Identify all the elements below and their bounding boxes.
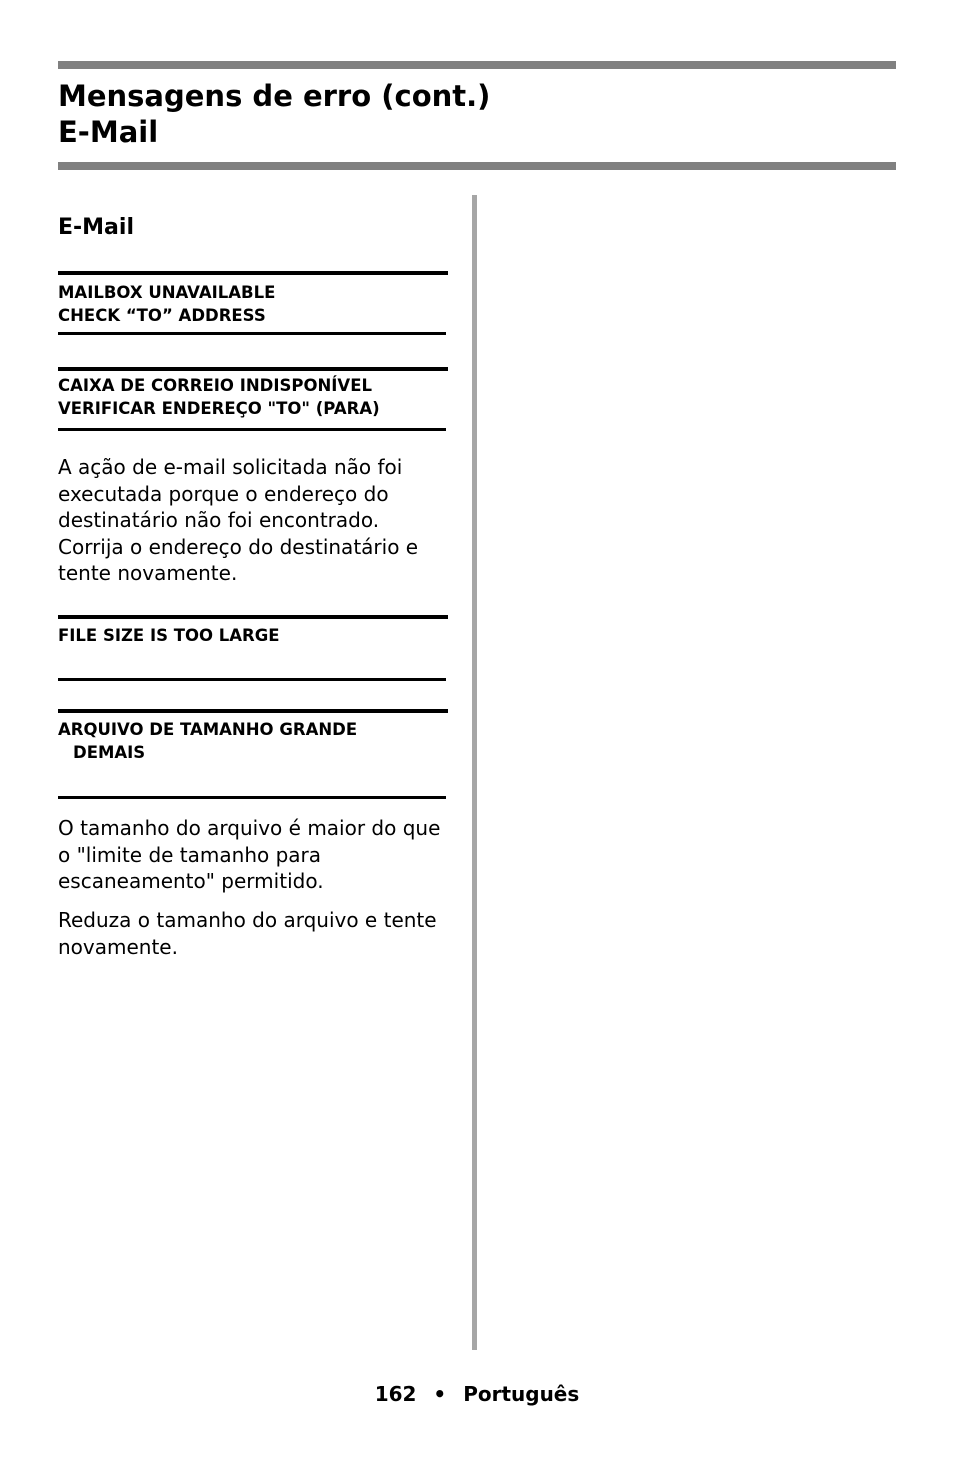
page-title-line-1: Mensagens de erro (cont.) (58, 79, 491, 113)
page-title (58, 78, 490, 150)
message-line: CHECK “TO” ADDRESS (58, 306, 266, 325)
page-title-line-2: E-Mail (58, 115, 159, 149)
message-box-mailbox-unavailable (58, 271, 446, 335)
message-line: FILE SIZE IS TOO LARGE (58, 626, 280, 645)
column-divider (472, 195, 477, 1350)
message-box-file-size (58, 615, 446, 681)
message-line: VERIFICAR ENDEREÇO "TO" (PARA) (58, 399, 380, 418)
footer-bullet: • (433, 1382, 447, 1406)
header-bottom-rule (58, 162, 896, 170)
section-heading: E-Mail (58, 215, 134, 240)
message-line: CAIXA DE CORREIO INDISPONÍVEL (58, 376, 372, 395)
paragraph-file-size-explanation: O tamanho do arquivo é maior do que o "limite de tamanho para escaneamento" permitido. (58, 816, 441, 894)
message-line: ARQUIVO DE TAMANHO GRANDE (58, 720, 358, 739)
message-box-caixa-de-correio (58, 367, 446, 431)
page-number: 162 (374, 1382, 417, 1406)
message-line: MAILBOX UNAVAILABLE (58, 283, 276, 302)
paragraph-mailbox-explanation: A ação de e-mail solicitada não foi executada porque o endereço do destinatário não foi encontrado. Corrija o endereço do destinatário e tente novamente. (58, 455, 419, 586)
paragraph-file-size-action: Reduza o tamanho do arquivo e tente novamente. (58, 908, 437, 959)
page-footer (0, 1380, 954, 1408)
message-box-arquivo-tamanho (58, 709, 446, 799)
footer-language: Português (463, 1382, 580, 1406)
message-line: DEMAIS (73, 743, 146, 762)
header-top-rule (58, 61, 896, 69)
